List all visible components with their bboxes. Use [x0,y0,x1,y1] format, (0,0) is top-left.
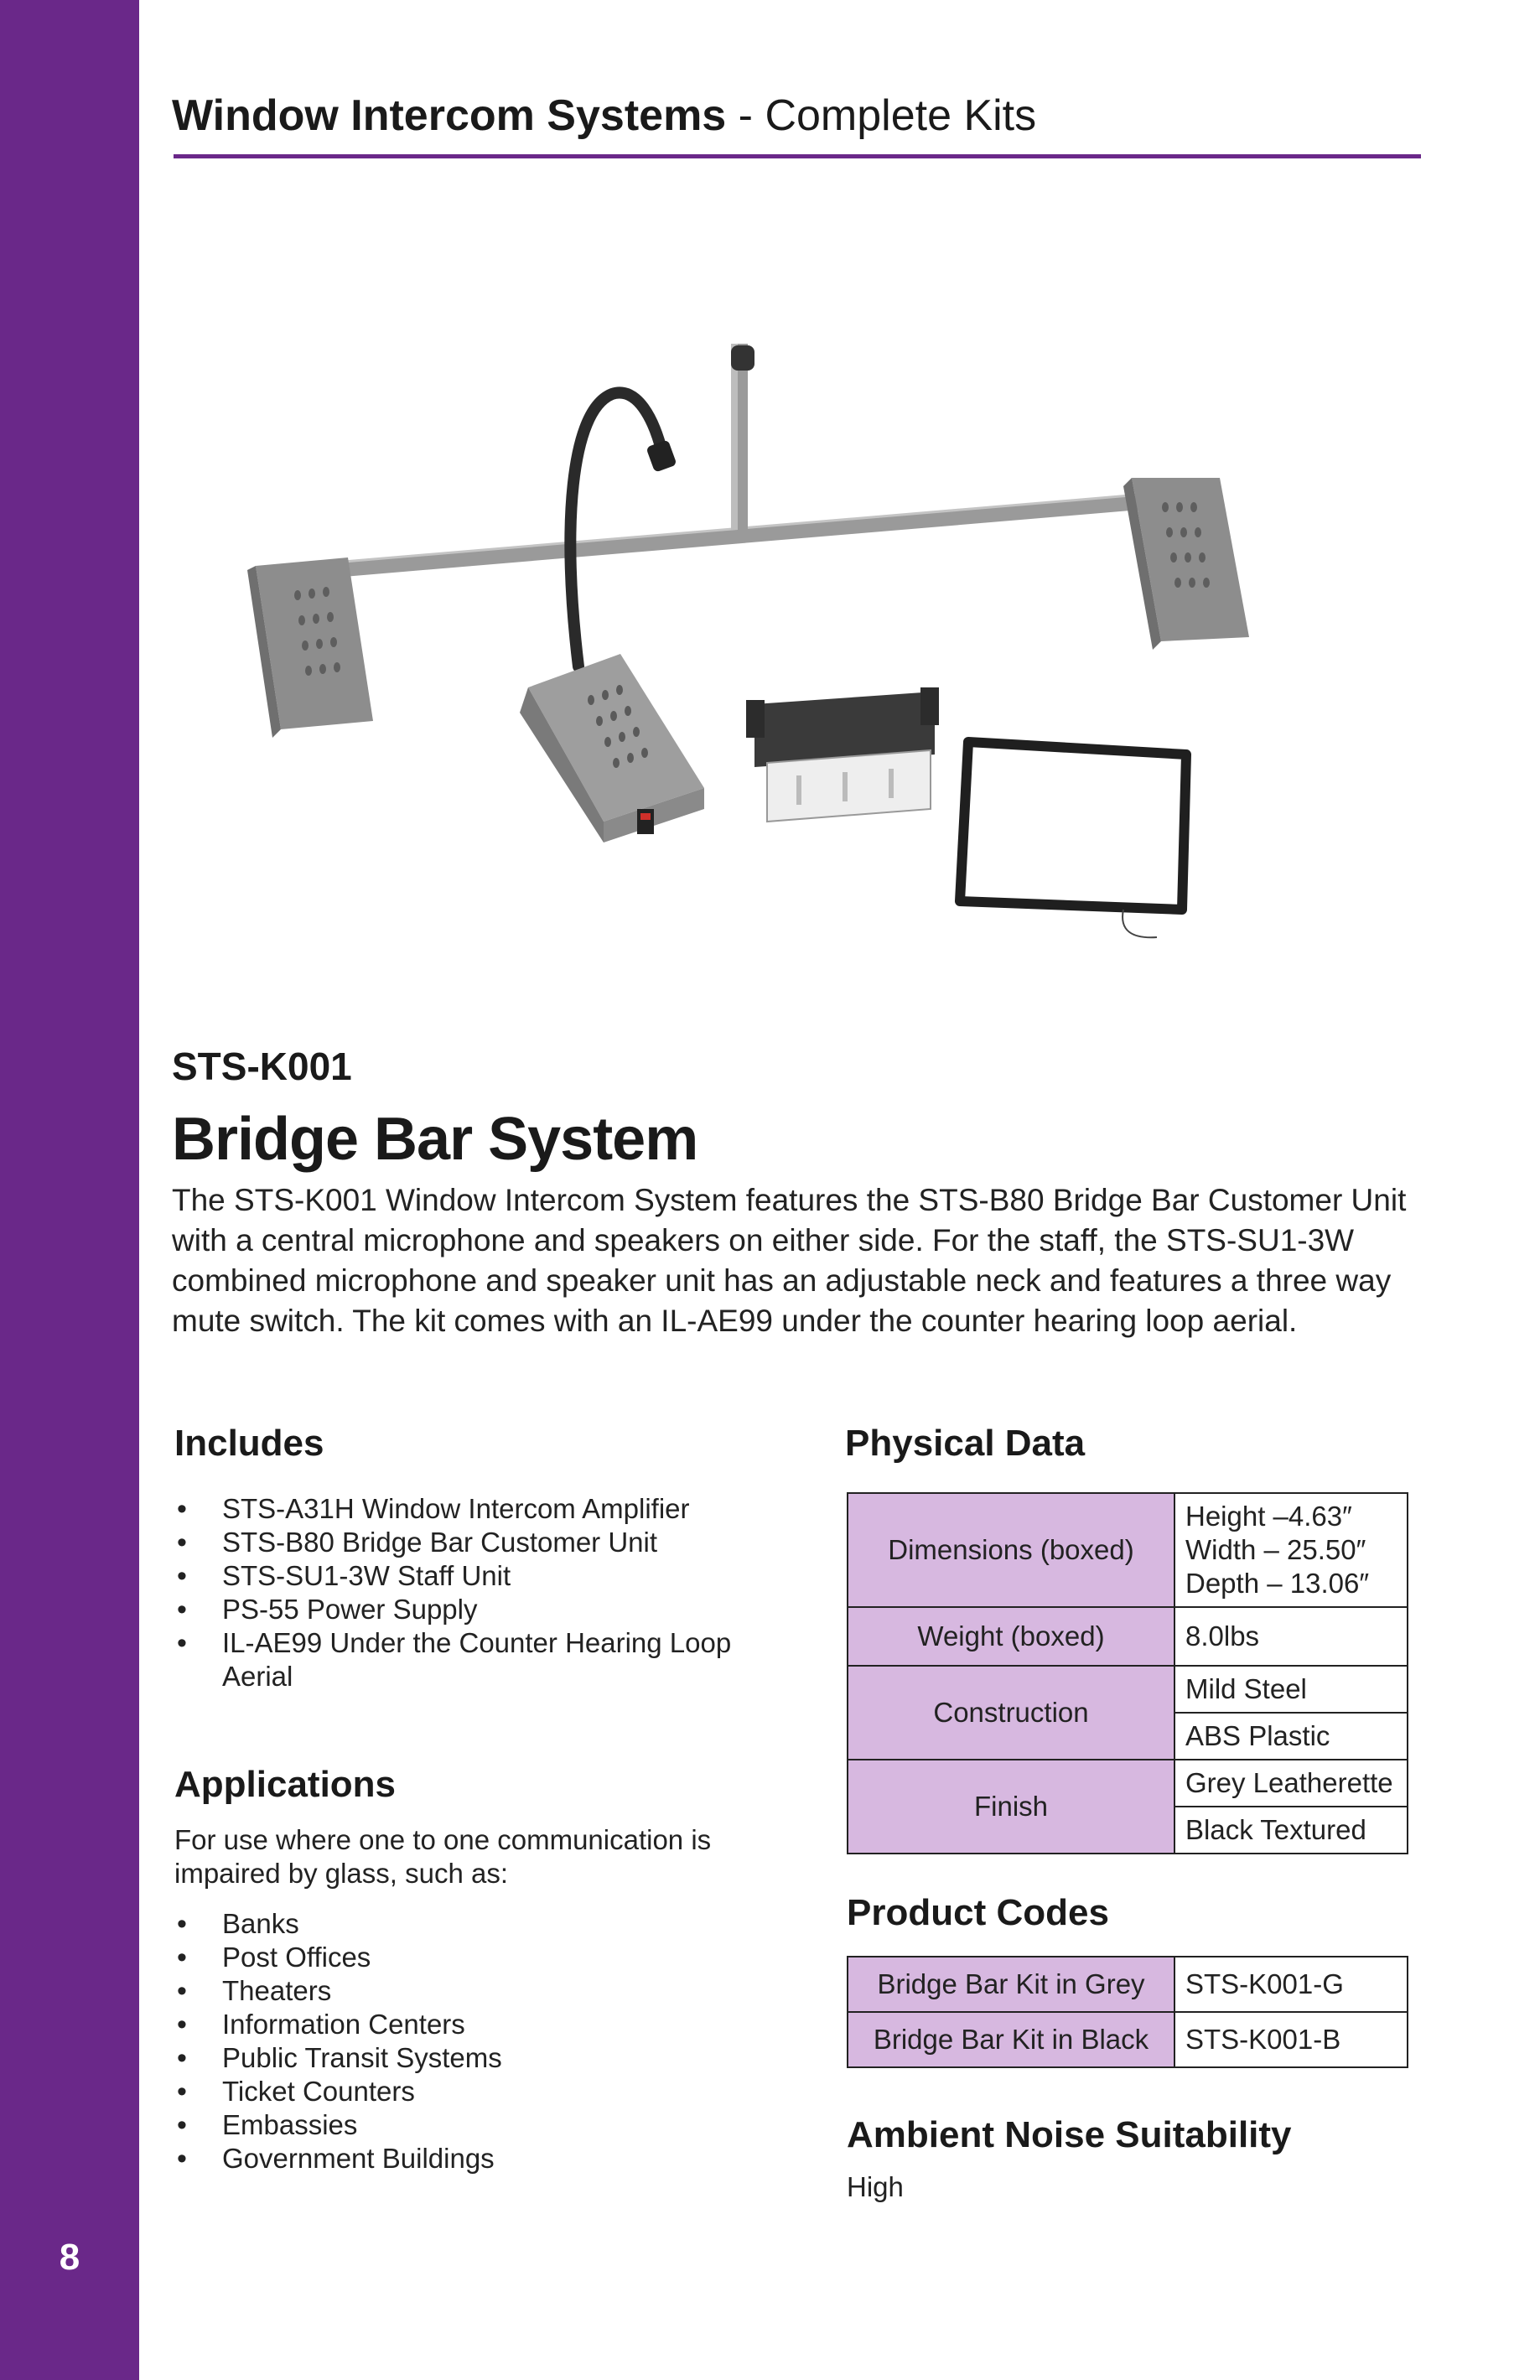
product-codes-heading: Product Codes [847,1892,1109,1933]
finish-value: Black Textured [1174,1807,1408,1854]
page-number: 8 [59,2237,80,2278]
product-codes-table [847,1956,1408,2068]
ambient-noise-heading: Ambient Noise Suitability [847,2114,1292,2155]
ambient-noise-value: High [847,2171,904,2202]
includes-list [174,1492,778,1693]
table-row [848,1607,1408,1666]
weight-value: 8.0lbs [1174,1607,1408,1666]
product-code-value: STS-K001-G [1174,1957,1408,2012]
product-code-label: Bridge Bar Kit in Black [848,2012,1174,2067]
list-item: • IL-AE99 Under the Counter Hearing Loop Aerial [174,1626,778,1693]
table-row [848,1493,1408,1607]
list-item: • STS-SU1-3W Staff Unit [174,1559,778,1593]
bridge-bar-customer-unit [247,344,1249,738]
staff-unit [520,392,704,843]
physical-data-table [847,1492,1408,1854]
dimensions-label: Dimensions (boxed) [848,1493,1174,1607]
finish-value: Grey Leatherette [1174,1760,1408,1807]
table-row [848,1666,1408,1713]
table-row [848,1760,1408,1807]
product-photo [218,319,1274,972]
construction-label: Construction [848,1666,1174,1760]
height-value: Height –4.63″ [1185,1501,1352,1532]
header-title-bold: Window Intercom Systems [172,91,727,140]
product-code-label: Bridge Bar Kit in Grey [848,1957,1174,2012]
applications-heading: Applications [174,1764,397,1805]
purple-sidebar [0,0,139,2380]
product-code-value: STS-K001-B [1174,2012,1408,2067]
depth-value: Depth – 13.06″ [1185,1568,1370,1599]
construction-value: Mild Steel [1174,1666,1408,1713]
construction-value: ABS Plastic [1174,1713,1408,1760]
header-title-rest: - Complete Kits [726,91,1037,140]
list-item: • Information Centers [174,2008,778,2041]
physical-data-heading: Physical Data [845,1423,1086,1464]
list-item: • Ticket Counters [174,2075,778,2108]
hearing-loop-aerial [960,742,1186,937]
width-value: Width – 25.50″ [1185,1534,1366,1565]
list-item: • PS-55 Power Supply [174,1593,778,1626]
list-item: • Government Buildings [174,2142,778,2175]
product-title: Bridge Bar System [172,1106,698,1173]
page-header [172,91,1421,141]
dimensions-value [1174,1493,1408,1607]
includes-heading: Includes [174,1423,324,1464]
list-item: • Embassies [174,2108,778,2142]
applications-intro: For use where one to one communication is impaired by glass, such as: [174,1824,712,1889]
list-item: • Theaters [174,1974,778,2008]
table-row [848,2012,1408,2067]
product-code: STS-K001 [172,1045,352,1088]
list-item: • Post Offices [174,1941,778,1974]
table-row [848,1957,1408,2012]
applications-list [174,1907,778,2175]
header-divider [174,154,1421,158]
list-item: • Public Transit Systems [174,2041,778,2075]
list-item: • STS-B80 Bridge Bar Customer Unit [174,1526,778,1559]
list-item: • STS-A31H Window Intercom Amplifier [174,1492,778,1526]
product-description: The STS-K001 Window Intercom System features the STS-B80 Bridge Bar Customer Unit with a central microphone and speakers on either side. For the staff, the STS-SU1-3W combined microphone and speaker unit has an adjustable neck and features a three way mute switch. The kit comes with an IL-AE99 under the counter hearing loop aerial. [172,1183,1407,1338]
list-item: • Banks [174,1907,778,1941]
finish-label: Finish [848,1760,1174,1854]
amplifier-unit [746,687,939,822]
weight-label: Weight (boxed) [848,1607,1174,1666]
